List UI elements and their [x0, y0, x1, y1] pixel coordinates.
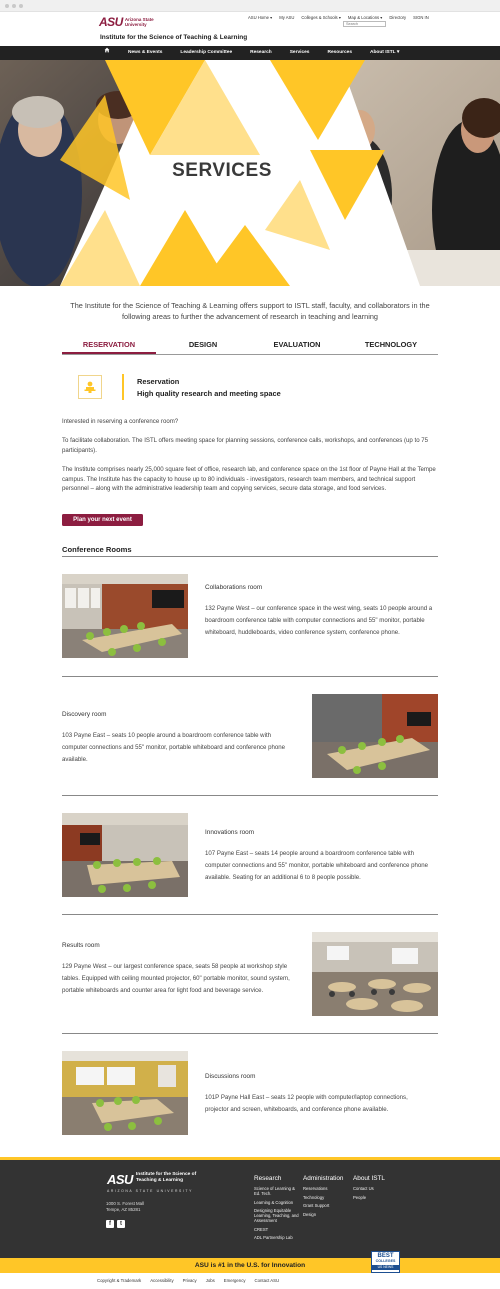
room-photo [312, 932, 438, 1016]
legal-bar [0, 1273, 500, 1289]
reservation-paragraph: The Institute comprises nearly 25,000 square feet of office, research lab, and conference space on the 1st floor of Payne Hall at the Tempe campus. The Institute has the capacity to house up to 80 individuals - investigators, research team members, and technical support personnel – along with the administrative leadership team and copying services, secure data storage, and food services. [62, 466, 436, 492]
legal-link[interactable]: Jobs [205, 1278, 215, 1283]
room-name: Discovery room [62, 711, 107, 718]
room-description: 129 Payne West – our largest conference space, seats 58 people at workshop style tables. Equipped with ceiling mounted projector, 60" portable monitor, sound system, portable whiteboards and counter area for light food and beverage service. [62, 963, 290, 994]
legal-link[interactable]: Accessibility [150, 1278, 174, 1283]
legal-link[interactable]: Contact ASU [254, 1278, 280, 1283]
accent-divider [122, 374, 124, 400]
legal-link[interactable]: Emergency [223, 1278, 246, 1283]
footer-link[interactable]: CREST [254, 1226, 269, 1232]
footer-link[interactable]: Learning & Cognition [254, 1199, 294, 1205]
top-link-my-asu[interactable]: My ASU [279, 15, 295, 20]
top-link-map[interactable]: Map & Locations ▾ [347, 15, 383, 20]
tab-evaluation[interactable]: EVALUATION [273, 340, 321, 349]
window-dot-icon [12, 4, 16, 8]
page-title: SERVICES [172, 160, 272, 181]
nav-item-about[interactable]: About ISTL ▾ [370, 50, 400, 55]
footer-link[interactable]: Reservations [303, 1186, 328, 1191]
badge-text: US NEWS [372, 1265, 399, 1270]
footer-link[interactable]: ADL Partnership Lab [254, 1235, 293, 1241]
main-nav [0, 46, 500, 60]
room-name: Innovations room [205, 829, 255, 836]
footer-link[interactable]: People [353, 1194, 367, 1200]
room-photo [62, 1051, 188, 1135]
asu-header [0, 12, 500, 46]
facebook-icon[interactable]: f [106, 1220, 114, 1228]
room-description: 132 Payne West – our conference space in the west wing, seats 10 people around a boardroom conference table with computer connections and 55" monitor, portable whiteboard, huddleboards, video conference system, conference phone. [205, 605, 433, 636]
footer-link[interactable]: Technology [303, 1194, 325, 1200]
tab-reservation[interactable]: RESERVATION [62, 339, 156, 354]
footer-logo-mark: ASU [107, 1172, 133, 1187]
top-link-asu-home[interactable]: ASU Home ▾ [248, 15, 273, 20]
asu-logo[interactable] [99, 16, 165, 28]
footer-col-research [254, 1175, 300, 1244]
innovation-banner [0, 1258, 500, 1273]
address-line: 1000 S. Forest Mall [106, 1201, 145, 1206]
divider [62, 676, 438, 677]
footer-link[interactable]: Science of Learning & Ed. Tech. [254, 1186, 295, 1196]
window-dot-icon [5, 4, 9, 8]
innovation-text[interactable]: ASU is #1 in the U.S. for Innovation [194, 1262, 306, 1269]
room-photo [62, 574, 188, 658]
intro-text: The Institute for the Science of Teaching & Learning offers support to ISTL staff, faculty, and collaborators in the following areas to further the advancement of research in teaching and learning [70, 301, 430, 321]
badge-text: BEST [377, 1253, 394, 1259]
divider [62, 1033, 438, 1034]
asu-logo-text: Arizona State University [124, 17, 154, 27]
universal-nav [248, 15, 429, 20]
divider [62, 914, 438, 915]
room-name: Discussions room [205, 1073, 256, 1080]
asu-wordmark: ARIZONA STATE UNIVERSITY [107, 1189, 193, 1193]
room-photo [62, 813, 188, 897]
top-link-sign-in[interactable]: SIGN IN [413, 15, 429, 20]
divider [62, 556, 438, 557]
browser-chrome [0, 0, 500, 12]
site-title[interactable]: Institute for the Science of Teaching & Learning [100, 34, 248, 41]
reservation-title: Reservation [137, 377, 180, 386]
nav-item-services[interactable]: Services [289, 50, 310, 55]
legal-link[interactable]: Copyright & Trademark [97, 1278, 142, 1283]
legal-link[interactable]: Privacy [182, 1278, 197, 1283]
asu-logo-mark: ASU [99, 15, 123, 29]
footer-address [106, 1201, 144, 1213]
us-news-badge-icon [371, 1251, 400, 1273]
room-photo [312, 694, 438, 778]
nav-item-resources[interactable]: Resources [327, 50, 353, 55]
footer-link[interactable]: Contact Us [353, 1186, 374, 1191]
conference-rooms-heading: Conference Rooms [62, 545, 132, 554]
nav-item-leadership[interactable]: Leadership Committee [180, 50, 233, 55]
plan-event-button[interactable]: Plan your next event [62, 514, 143, 526]
footer-col-administration [303, 1175, 344, 1220]
service-tabs [62, 339, 438, 355]
search-input[interactable]: Search [343, 21, 386, 27]
reservation-paragraph: To facilitate collaboration. The ISTL offers meeting space for planning sessions, conference calls, workshops, and conferences (up to 75 participants). [62, 437, 429, 454]
top-link-colleges[interactable]: Colleges & Schools ▾ [301, 15, 341, 20]
room-description: 101P Payne Hall East – seats 12 people with computer/laptop connections, projector and screen, whiteboards, and conference phone available. [205, 1094, 408, 1113]
footer-logo[interactable] [107, 1172, 206, 1187]
footer-heading: Administration [303, 1175, 344, 1182]
divider [62, 795, 438, 796]
footer-link[interactable]: Design [303, 1211, 317, 1217]
footer-col-about [353, 1175, 385, 1203]
presenter-icon [78, 375, 102, 399]
nav-item-news-events[interactable]: News & Events [128, 50, 163, 55]
top-link-directory[interactable]: Directory [389, 15, 407, 20]
social-links [106, 1220, 125, 1228]
footer-link[interactable]: Grant Support [303, 1203, 330, 1209]
window-dot-icon [19, 4, 23, 8]
room-description: 107 Payne East – seats 14 people around a boardroom conference table with computer connections and 55" monitor, portable whiteboard and conference phone available. Seating for an additional 6 to 8 people possible. [205, 850, 429, 881]
home-icon[interactable] [101, 46, 119, 60]
hero-banner [0, 60, 500, 286]
room-name: Results room [62, 942, 100, 949]
room-description: 103 Payne East – seats 10 people around a boardroom conference table with computer connections and 55" monitor, portable whiteboard and conference phone available. [62, 732, 286, 763]
room-name: Collaborations room [205, 584, 263, 591]
address-line: Tempe, AZ 85281 [106, 1207, 141, 1212]
footer-heading: About ISTL [353, 1175, 385, 1182]
nav-item-research[interactable]: Research [250, 50, 272, 55]
badge-text: COLLEGES [375, 1259, 396, 1263]
footer-link[interactable]: Designing Equitable Learning, Teaching, and Assessment [254, 1208, 299, 1224]
reservation-paragraph: Interested in reserving a conference room? [62, 418, 179, 425]
twitter-icon[interactable]: t [117, 1220, 125, 1228]
tab-technology[interactable]: TECHNOLOGY [364, 340, 418, 349]
footer-logo-text: Institute for the Science of Teaching & Learning [135, 1172, 197, 1183]
reservation-subtitle: High quality research and meeting space [137, 389, 281, 398]
tab-design[interactable]: DESIGN [188, 340, 218, 349]
site-footer [0, 1157, 500, 1258]
footer-heading: Research [254, 1175, 282, 1182]
